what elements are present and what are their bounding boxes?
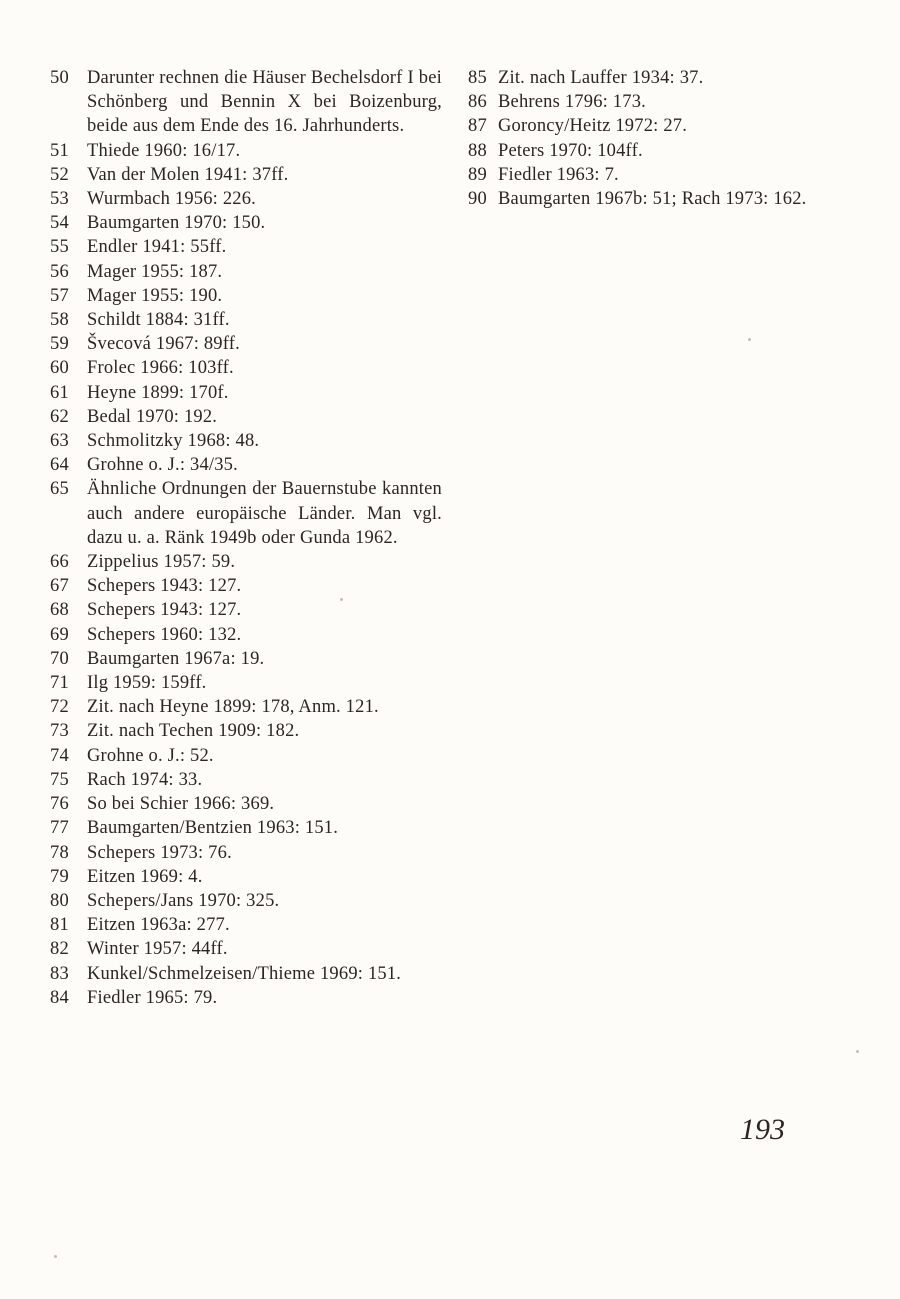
footnote-text: Thiede 1960: 16/17. (87, 140, 241, 161)
footnote-item (50, 308, 442, 332)
footnote-number: 78 (50, 842, 69, 863)
footnote-number: 73 (50, 721, 69, 742)
footnote-text: Winter 1957: 44ff. (87, 939, 228, 960)
footnote-text: Baumgarten 1967b: 51; Rach 1973: 162. (498, 189, 807, 210)
footnote-text: Zippelius 1957: 59. (87, 552, 236, 573)
footnote-text: Bedal 1970: 192. (87, 406, 218, 427)
footnote-number: 62 (50, 406, 69, 427)
footnote-text: So bei Schier 1966: 369. (87, 794, 275, 815)
paper-speck (340, 598, 343, 601)
footnote-number: 59 (50, 334, 69, 355)
footnote-number: 86 (468, 92, 487, 113)
footnote-item (468, 66, 888, 90)
footnote-number: 82 (50, 939, 69, 960)
footnote-number: 69 (50, 624, 69, 645)
footnote-item (50, 453, 442, 477)
footnote-text: Mager 1955: 190. (87, 285, 223, 306)
footnote-number: 68 (50, 600, 69, 621)
footnote-number: 51 (50, 140, 69, 161)
footnote-number: 66 (50, 552, 69, 573)
footnote-item (468, 90, 888, 114)
footnote-number: 85 (468, 68, 487, 88)
footnote-text: Schmolitzky 1968: 48. (87, 431, 260, 452)
footnote-text: Schepers 1960: 132. (87, 624, 242, 645)
footnote-item (50, 719, 442, 743)
paper-speck (748, 338, 751, 341)
footnote-text: Van der Molen 1941: 37ff. (87, 164, 289, 185)
footnote-number: 84 (50, 987, 69, 1008)
footnote-number: 58 (50, 310, 69, 331)
footnote-text: Endler 1941: 55ff. (87, 237, 227, 258)
footnote-text: Wurmbach 1956: 226. (87, 189, 257, 210)
footnote-text: Rach 1974: 33. (87, 769, 203, 790)
footnote-item (50, 139, 442, 163)
footnote-number: 74 (50, 745, 69, 766)
footnote-text: Baumgarten 1970: 150. (87, 213, 266, 234)
footnote-number: 72 (50, 697, 69, 718)
footnote-item (50, 865, 442, 889)
notes-column-right (468, 66, 888, 211)
footnote-number: 79 (50, 866, 69, 887)
footnote-number: 52 (50, 164, 69, 185)
footnote-text: Ilg 1959: 159ff. (87, 673, 207, 694)
notes-column-left (50, 66, 442, 1010)
footnote-number: 76 (50, 794, 69, 815)
footnote-text: Frolec 1966: 103ff. (87, 358, 234, 379)
footnote-item (50, 792, 442, 816)
footnote-item (50, 405, 442, 429)
footnote-item (50, 937, 442, 961)
footnote-item (50, 477, 442, 550)
footnote-item (50, 623, 442, 647)
footnote-text: Heyne 1899: 170f. (87, 382, 229, 403)
footnote-number: 57 (50, 285, 69, 306)
footnote-text: Kunkel/Schmelzeisen/Thieme 1969: 151. (87, 963, 402, 984)
footnote-item (50, 962, 442, 986)
footnote-item (50, 550, 442, 574)
footnote-text: Schepers 1973: 76. (87, 842, 232, 863)
footnote-text: Darunter rechnen die Häuser Bechelsdorf I bei Schönberg und Bennin X bei Boizenburg, beide aus dem Ende des 16. Jahrhunderts. (87, 68, 442, 137)
footnote-text: Eitzen 1969: 4. (87, 866, 203, 887)
footnote-item (50, 260, 442, 284)
footnote-number: 75 (50, 769, 69, 790)
footnote-number: 81 (50, 915, 69, 936)
paper-speck (54, 1255, 57, 1258)
footnote-item (50, 671, 442, 695)
footnote-number: 50 (50, 68, 69, 88)
footnote-number: 55 (50, 237, 69, 258)
footnote-item (468, 114, 888, 138)
footnote-number: 60 (50, 358, 69, 379)
footnote-item (50, 187, 442, 211)
footnote-number: 89 (468, 164, 487, 185)
footnote-number: 77 (50, 818, 69, 839)
footnote-number: 64 (50, 455, 69, 476)
footnote-number: 61 (50, 382, 69, 403)
footnote-text: Baumgarten/Bentzien 1963: 151. (87, 818, 339, 839)
footnote-item (468, 187, 888, 211)
footnote-item (50, 211, 442, 235)
footnote-item (50, 744, 442, 768)
footnote-text: Švecová 1967: 89ff. (87, 334, 240, 355)
footnote-text: Zit. nach Lauffer 1934: 37. (498, 68, 704, 88)
footnote-text: Baumgarten 1967a: 19. (87, 648, 265, 669)
footnote-item (50, 816, 442, 840)
footnote-item (50, 695, 442, 719)
footnote-item (50, 235, 442, 259)
footnote-number: 83 (50, 963, 69, 984)
footnote-text: Peters 1970: 104ff. (498, 140, 643, 161)
footnote-text: Fiedler 1963: 7. (498, 164, 619, 185)
footnote-number: 70 (50, 648, 69, 669)
footnote-number: 90 (468, 189, 487, 210)
footnote-text: Eitzen 1963a: 277. (87, 915, 230, 936)
footnote-text: Grohne o. J.: 52. (87, 745, 214, 766)
footnote-number: 65 (50, 479, 69, 500)
footnote-number: 88 (468, 140, 487, 161)
footnote-item (50, 768, 442, 792)
footnote-item (50, 284, 442, 308)
footnote-text: Zit. nach Heyne 1899: 178, Anm. 121. (87, 697, 379, 718)
footnote-text: Schepers 1943: 127. (87, 600, 242, 621)
footnote-item (468, 163, 888, 187)
footnote-text: Schepers/Jans 1970: 325. (87, 890, 280, 911)
footnote-number: 56 (50, 261, 69, 282)
footnote-item (50, 163, 442, 187)
footnote-text: Schildt 1884: 31ff. (87, 310, 230, 331)
footnote-number: 80 (50, 890, 69, 911)
footnote-item (50, 332, 442, 356)
footnote-text: Schepers 1943: 127. (87, 576, 242, 597)
footnote-item (50, 429, 442, 453)
footnote-number: 71 (50, 673, 69, 694)
footnote-item (50, 598, 442, 622)
footnote-text: Goroncy/Heitz 1972: 27. (498, 116, 688, 137)
footnote-number: 54 (50, 213, 69, 234)
footnote-item (50, 356, 442, 380)
footnote-item (50, 986, 442, 1010)
footnote-text: Behrens 1796: 173. (498, 92, 646, 113)
footnote-item (50, 913, 442, 937)
footnote-item (50, 574, 442, 598)
footnote-item (50, 66, 442, 139)
footnote-item (468, 139, 888, 163)
footnote-number: 53 (50, 189, 69, 210)
footnote-text: Grohne o. J.: 34/35. (87, 455, 238, 476)
footnote-text: Fiedler 1965: 79. (87, 987, 218, 1008)
footnote-number: 63 (50, 431, 69, 452)
footnote-number: 87 (468, 116, 487, 137)
footnote-item (50, 889, 442, 913)
footnote-item (50, 841, 442, 865)
page-number: 193 (740, 1113, 785, 1146)
footnote-number: 67 (50, 576, 69, 597)
paper-speck (856, 1050, 859, 1053)
footnote-item (50, 381, 442, 405)
footnote-text: Ähnliche Ordnungen der Bauernstube kannten auch andere europäische Länder. Man vgl. dazu u. a. Ränk 1949b oder Gunda 1962. (87, 479, 442, 548)
footnote-text: Mager 1955: 187. (87, 261, 223, 282)
footnote-text: Zit. nach Techen 1909: 182. (87, 721, 300, 742)
footnote-item (50, 647, 442, 671)
